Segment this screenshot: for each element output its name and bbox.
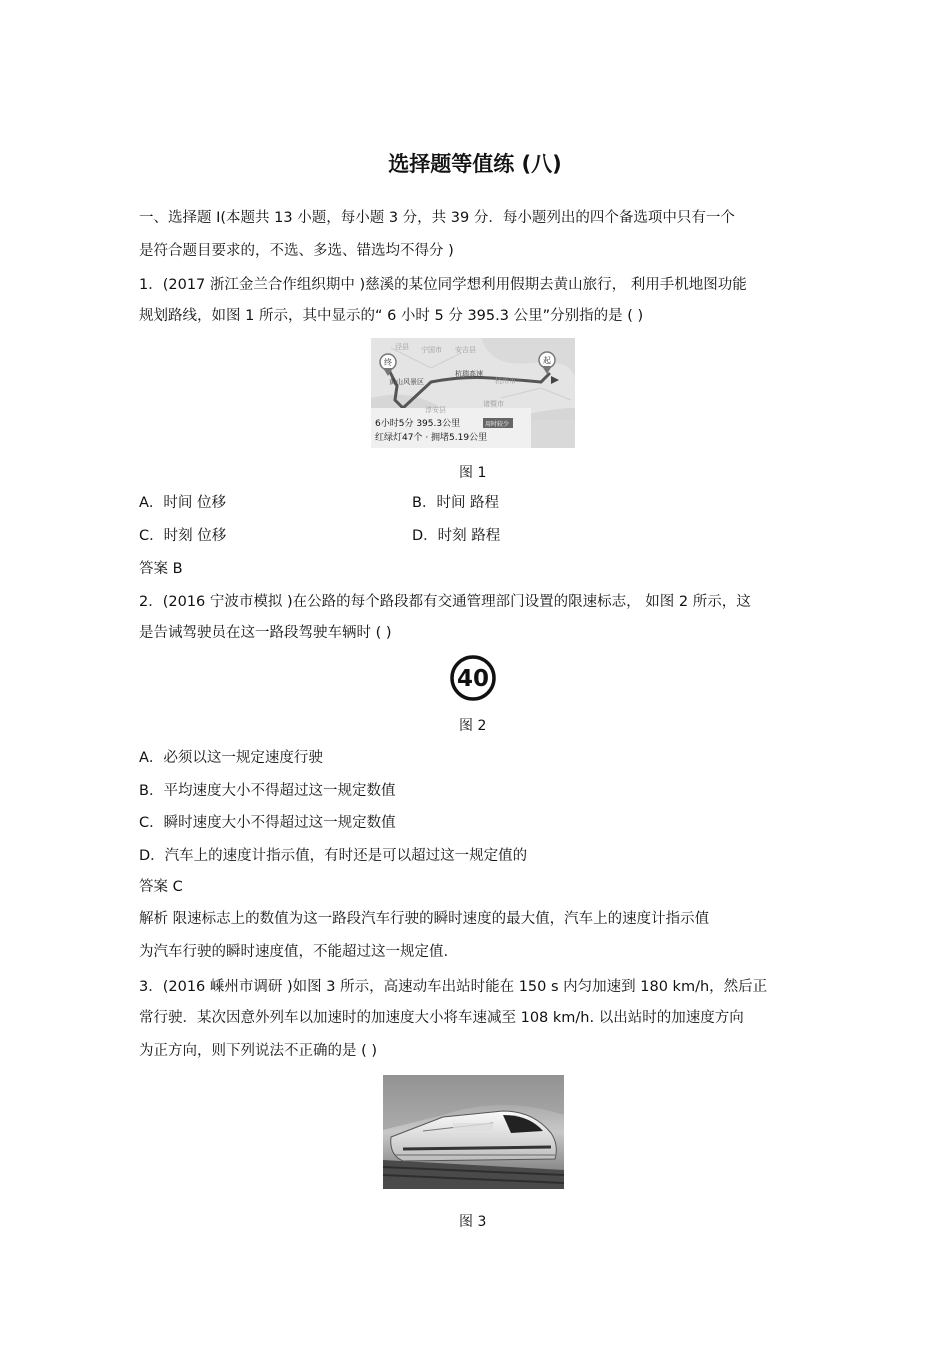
q2-analysis-line2: 为汽车行驶的瞬时速度值，不能超过这一规定值. bbox=[139, 944, 449, 960]
map-label-zhuji: 诸暨市 bbox=[483, 400, 504, 408]
start-marker-label: 终 bbox=[384, 358, 392, 367]
figure-2-caption: 图 2 bbox=[459, 718, 487, 734]
q1-option-b: B．时间 路程 bbox=[412, 495, 500, 511]
figure-1-caption: 图 1 bbox=[459, 465, 487, 481]
map-label-chunan: 淳安县 bbox=[425, 406, 446, 414]
speed-limit-value: 40 bbox=[456, 666, 490, 692]
q2-option-d: D．汽车上的速度计指示值，有时还是可以超过这一规定值的 bbox=[139, 848, 528, 864]
map-label-road: 杭瑞高速 bbox=[455, 370, 483, 378]
speed-limit-sign-icon bbox=[450, 655, 496, 701]
map-label-anji: 安吉县 bbox=[455, 346, 476, 354]
q2-answer: 答案 C bbox=[139, 879, 183, 895]
map-image bbox=[371, 338, 575, 448]
map-label-ningguo: 宁国市 bbox=[421, 346, 442, 354]
question-1-line2: 规划路线，如图 1 所示，其中显示的“ 6 小时 5 分 395.3 公里”分别指的是 ( ) bbox=[139, 308, 644, 324]
question-1-line1: 1．(2017 浙江金兰合作组织期中 )慈溪的某位同学想利用假期去黄山旅行， 利用手机地图功能 bbox=[139, 277, 747, 293]
map-label-jingxian: 泾县 bbox=[395, 343, 409, 351]
figure-3-caption: 图 3 bbox=[459, 1214, 487, 1230]
page-title: 选择题等值练 (八) bbox=[388, 152, 562, 176]
section-intro-line2: 是符合题目要求的，不选、多选、错选均不得分 ) bbox=[139, 243, 454, 259]
q1-answer: 答案 B bbox=[139, 561, 183, 577]
question-3-line3: 为正方向，则下列说法不正确的是 ( ) bbox=[139, 1043, 378, 1059]
map-summary-2: 红绿灯47个 · 拥堵5.19公里 bbox=[375, 433, 488, 443]
q1-option-d: D．时刻 路程 bbox=[412, 528, 501, 544]
end-marker-label: 起 bbox=[543, 356, 551, 365]
question-3-line2: 常行驶．某次因意外列车以加速时的加速度大小将车速减至 108 km/h. 以出站时的加速度方向 bbox=[139, 1010, 744, 1026]
figure-1-map bbox=[371, 338, 575, 448]
q2-option-b: B．平均速度大小不得超过这一规定数值 bbox=[139, 783, 396, 799]
q2-option-a: A．必须以这一规定速度行驶 bbox=[139, 750, 323, 766]
map-summary-tag: 用时较少 bbox=[485, 421, 510, 428]
q2-analysis-line1: 解析 限速标志上的数值为这一路段汽车行驶的瞬时速度的最大值，汽车上的速度计指示值 bbox=[139, 911, 710, 927]
figure-3-train-photo bbox=[383, 1075, 564, 1189]
map-summary-1: 6小时5分 395.3公里 bbox=[375, 419, 461, 429]
map-label-hangzhou: 杭州市 bbox=[495, 377, 516, 385]
question-2-line1: 2．(2016 宁波市模拟 )在公路的每个路段都有交通管理部门设置的限速标志， 如图 2 所示，这 bbox=[139, 594, 751, 610]
question-3-line1: 3．(2016 嵊州市调研 )如图 3 所示，高速动车出站时能在 150 s 内匀加速到 180 km/h，然后正 bbox=[139, 979, 768, 995]
q1-option-c: C．时刻 位移 bbox=[139, 528, 227, 544]
map-label-huangshan: 黄山风景区 bbox=[389, 378, 424, 386]
section-intro-line1: 一、选择题 Ⅰ(本题共 13 小题，每小题 3 分，共 39 分．每小题列出的四个备选项中只有一个 bbox=[139, 210, 735, 226]
question-2-line2: 是告诫驾驶员在这一路段驾驶车辆时 ( ) bbox=[139, 625, 392, 641]
q1-option-a: A．时间 位移 bbox=[139, 495, 227, 511]
q2-option-c: C．瞬时速度大小不得超过这一规定数值 bbox=[139, 815, 396, 831]
